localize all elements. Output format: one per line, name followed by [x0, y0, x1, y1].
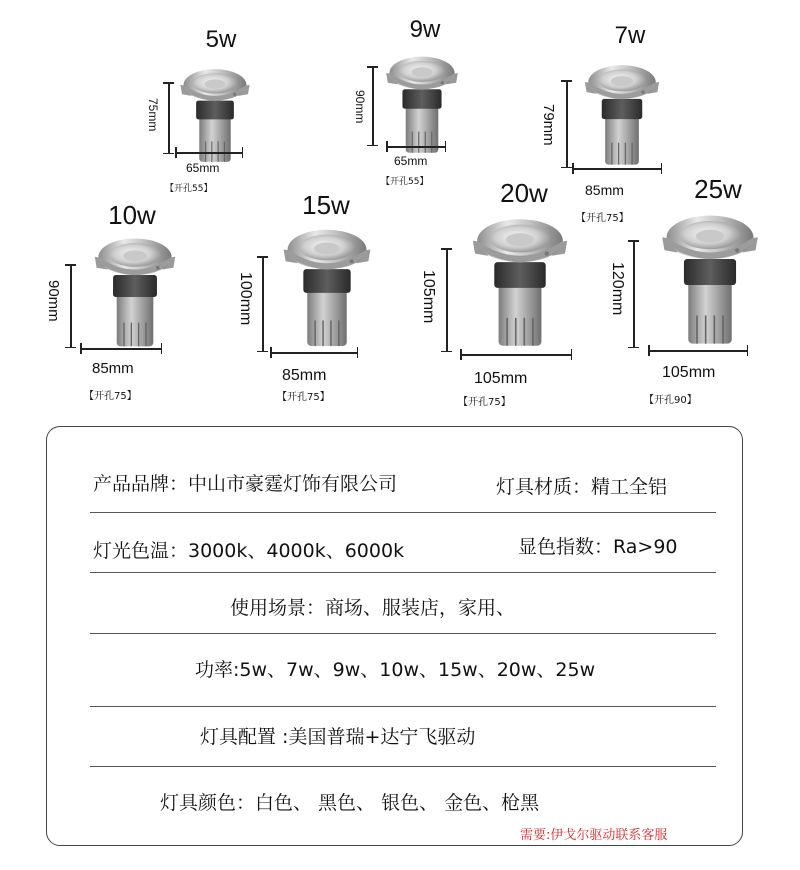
height-label: 105mm: [420, 270, 437, 324]
height-label: 120mm: [609, 262, 626, 316]
hole-size-label: 【开孔55】: [381, 177, 429, 187]
divider: [90, 766, 716, 767]
height-dimension-line: [566, 80, 568, 168]
divider: [90, 706, 716, 707]
wattage-label: 20w: [500, 178, 548, 208]
height-dimension-line: [633, 240, 635, 348]
height-dimension-line: [70, 264, 72, 348]
height-dimension-line: [372, 66, 374, 146]
wattage-label: 10w: [108, 200, 156, 230]
downlight-image: [456, 200, 584, 350]
height-dimension-line: [262, 256, 264, 352]
wattage-label: 5w: [205, 26, 237, 53]
height-label: 90mm: [45, 280, 62, 322]
width-label: 105mm: [474, 370, 528, 387]
height-label: 100mm: [237, 272, 254, 326]
width-label: 85mm: [282, 367, 327, 384]
colors-spec: 灯具颜色：白色、 黑色、 银色、 金色、枪黑: [160, 792, 540, 814]
color-temperature-spec: 灯光色温：3000k、4000k、6000k: [93, 540, 405, 562]
hole-size-label: 【开孔75】: [277, 392, 330, 403]
wattage-label: 15w: [302, 190, 350, 220]
hole-size-label: 【开孔90】: [644, 395, 697, 406]
power-spec: 功率:5w、7w、9w、10w、15w、20w、25w: [195, 659, 596, 681]
wattage-label: 9w: [409, 16, 441, 43]
width-label: 65mm: [394, 154, 428, 168]
downlight-image: [572, 50, 672, 168]
width-label: 85mm: [92, 360, 134, 377]
width-dimension-line: [648, 350, 748, 352]
brand-spec: 产品品牌：中山市豪霆灯饰有限公司: [93, 473, 398, 495]
width-label: 105mm: [662, 364, 716, 381]
wattage-label: 25w: [694, 174, 742, 204]
width-label: 85mm: [585, 182, 624, 198]
divider: [90, 633, 716, 634]
height-dimension-line: [446, 248, 448, 352]
downlight-image: [268, 212, 386, 350]
downlight-image: [644, 196, 776, 348]
material-spec: 灯具材质：精工全铝: [496, 476, 668, 498]
downlight-image: [80, 222, 190, 350]
usage-spec: 使用场景：商场、服装店，家用、: [230, 597, 516, 619]
divider: [90, 572, 716, 573]
downlight-image: [175, 55, 255, 165]
width-dimension-line: [572, 168, 662, 170]
height-label: 79mm: [540, 104, 557, 146]
configuration-spec: 灯具配置 :美国普瑞+达宁飞驱动: [200, 726, 476, 748]
width-dimension-line: [386, 146, 446, 148]
width-label: 65mm: [186, 161, 220, 175]
hole-size-label: 【开孔75】: [84, 391, 137, 402]
height-label: 90mm: [353, 90, 367, 124]
hole-size-label: 【开孔55】: [165, 184, 213, 194]
driver-note: 需要:伊戈尔驱动联系客服: [520, 828, 668, 843]
width-dimension-line: [270, 352, 358, 354]
height-dimension-line: [168, 82, 170, 154]
downlight-image: [378, 42, 466, 156]
height-label: 75mm: [146, 98, 160, 132]
divider: [90, 512, 716, 513]
width-dimension-line: [80, 348, 162, 350]
cri-spec: 显色指数：Ra>90: [518, 536, 678, 558]
hole-size-label: 【开孔75】: [576, 213, 629, 224]
wattage-label: 7w: [614, 22, 646, 49]
width-dimension-line: [460, 354, 572, 356]
width-dimension-line: [175, 152, 243, 154]
hole-size-label: 【开孔75】: [458, 397, 511, 408]
